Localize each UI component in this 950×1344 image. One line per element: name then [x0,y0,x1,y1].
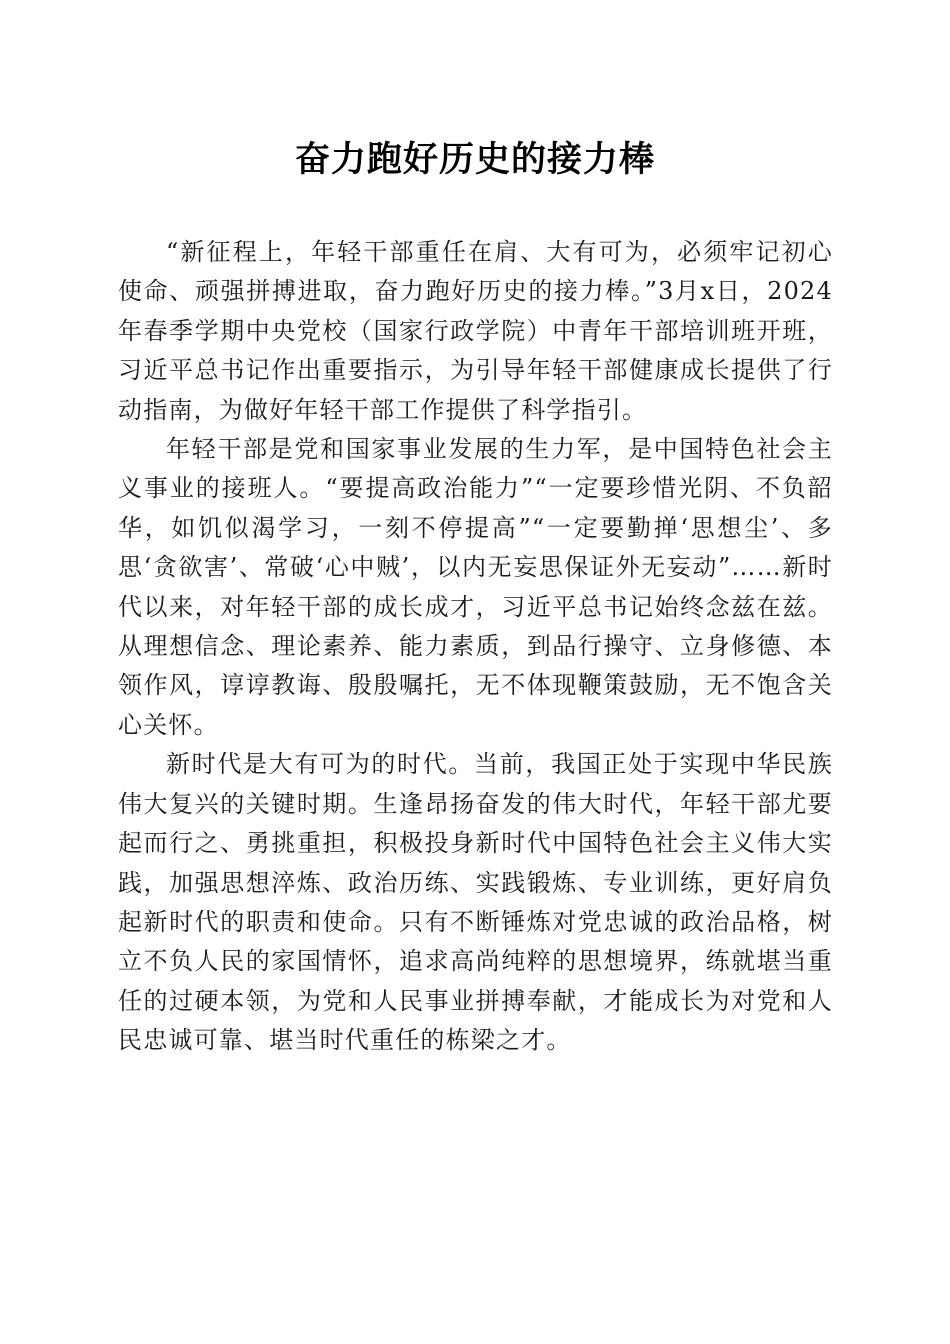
document-title: 奋力跑好历史的接力棒 [294,139,655,180]
paragraph-1: “新征程上，年轻干部重任在肩、大有可为，必须牢记初心使命、顽强拼搏进取，奋力跑好历史的接力棒。”3月x日，2024年春季学期中央党校（国家行政学院）中青年干部培训班开班，习近平总书记作出重要指示，为引导年轻干部健康成长提供了行动指南，为做好年轻干部工作提供了科学指引。 [118,238,833,424]
paragraph-2: 年轻干部是党和国家事业发展的生力军，是中国特色社会主义事业的接班人。“要提高政治能力”“一定要珍惜光阴、不负韶华，如饥似渴学习，一刻不停提高”“一定要勤掸‘思想尘’、多思‘贪欲害’、常破‘心中贼’，以内无妄思保证外无妄动”……新时代以来，对年轻干部的成长成才，习近平总书记始终念兹在兹。从理想信念、理论素养、能力素质，到品行操守、立身修德、本领作风，谆谆教诲、殷殷嘱托，无不体现鞭策鼓励，无不饱含关心关怀。 [118,435,833,739]
paragraph-3: 新时代是大有可为的时代。当前，我国正处于实现中华民族伟大复兴的关键时期。生逢昂扬奋发的伟大时代，年轻干部尤要起而行之、勇挑重担，积极投身新时代中国特色社会主义伟大实践，加强思想淬炼、政治历练、实践锻炼、专业训练，更好肩负起新时代的职责和使命。只有不断锤炼对党忠诚的政治品格，树立不负人民的家国情怀，追求高尚纯粹的思想境界，练就堪当重任的过硬本领，为党和人民事业拼搏奉献，才能成长为对党和人民忠诚可靠、堪当时代重任的栋梁之才。 [118,750,833,1055]
document-body [118,233,833,1061]
